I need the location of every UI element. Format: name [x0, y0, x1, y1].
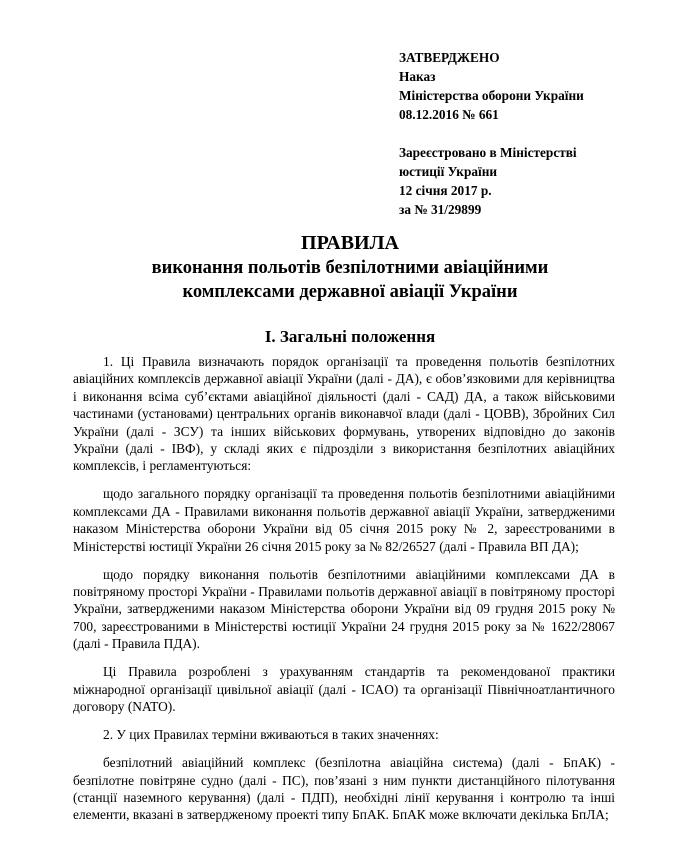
section-heading: I. Загальні положення — [264, 327, 436, 346]
approval-order: Наказ — [399, 69, 436, 84]
paragraph: 1. Ці Правила визначають порядок організації та проведення польотів безпілотних авіаційних комплексів державної авіації України (далі - ДА), є обов’язковими для керівництва і виконання всіма суб’єктами авіаційної діяльності (далі - САД) ДА, а також військовими частинами (установами) центральних органів виконавчої влади (далі - ЦОВВ), Збройних Сил України (далі - ЗСУ) та інших військових формувань, утворених відповідно до законів України (далі - ІВФ), у складі яких є підрозділи з використання безпілотних авіаційних комплексів, і регламентуються: — [73, 354, 615, 474]
approval-spacer — [399, 124, 584, 143]
registration-line: юстиції України — [399, 164, 498, 179]
approval-block — [399, 48, 584, 219]
paragraph: 2. У цих Правилах терміни вживаються в таких значеннях: — [103, 727, 439, 743]
registration-number: за № 31/29899 — [399, 202, 482, 217]
title-sub-line2: комплексами державної авіації України — [182, 282, 518, 302]
document-title — [0, 230, 700, 304]
paragraph: щодо порядку виконання польотів безпілотними авіаційними комплексами ДА в повітряному просторі України - Правилами польотів державної авіації в повітряному просторі України, затвердженими наказом Міністерства оборони України від 09 грудня 2015 року № 700, зареєстрованими в Міністерстві юстиції України 24 грудня 2015 року за № 1622/28067 (далі - Правила ПДА). — [73, 566, 615, 652]
document-body — [73, 353, 615, 834]
approval-ministry: Міністерства оборони України — [399, 88, 584, 103]
registration-date: 12 січня 2017 р. — [399, 183, 492, 198]
paragraph: Ці Правила розроблені з урахуванням стандартів та рекомендованої практики міжнародної організації цивільної авіації (далі - ICAO) та організації Північноатлантичного договору (NATO). — [73, 664, 615, 715]
title-main: ПРАВИЛА — [301, 232, 399, 254]
paragraph: безпілотний авіаційний комплекс (безпілотна авіаційна система) (далі - БпАК) - безпілотне повітряне судно (далі - ПС), пов’язані з ним пункти дистанційного пілотування (станції наземного керування) (далі - ПДП), необхідні лінії керування і контролю та інші елементи, вказані в затвердженому проекті типу БпАК. БпАК може включати декілька БпЛА; — [73, 755, 615, 823]
title-sub-line1: виконання польотів безпілотними авіаційними — [151, 258, 549, 278]
approval-label: ЗАТВЕРДЖЕНО — [399, 50, 500, 65]
approval-date: 08.12.2016 № 661 — [399, 107, 499, 122]
registration-line: Зареєстровано в Міністерстві — [399, 145, 577, 160]
paragraph: щодо загального порядку організації та проведення польотів безпілотними авіаційними комплексами ДА - Правилами виконання польотів державної авіації України, затвердженими наказом Міністерства оборони України від 05 січня 2015 року № 2, зареєстрованими в Міністерстві юстиції України 26 січня 2015 року за № 82/26527 (далі - Правила ВП ДА); — [73, 486, 615, 554]
